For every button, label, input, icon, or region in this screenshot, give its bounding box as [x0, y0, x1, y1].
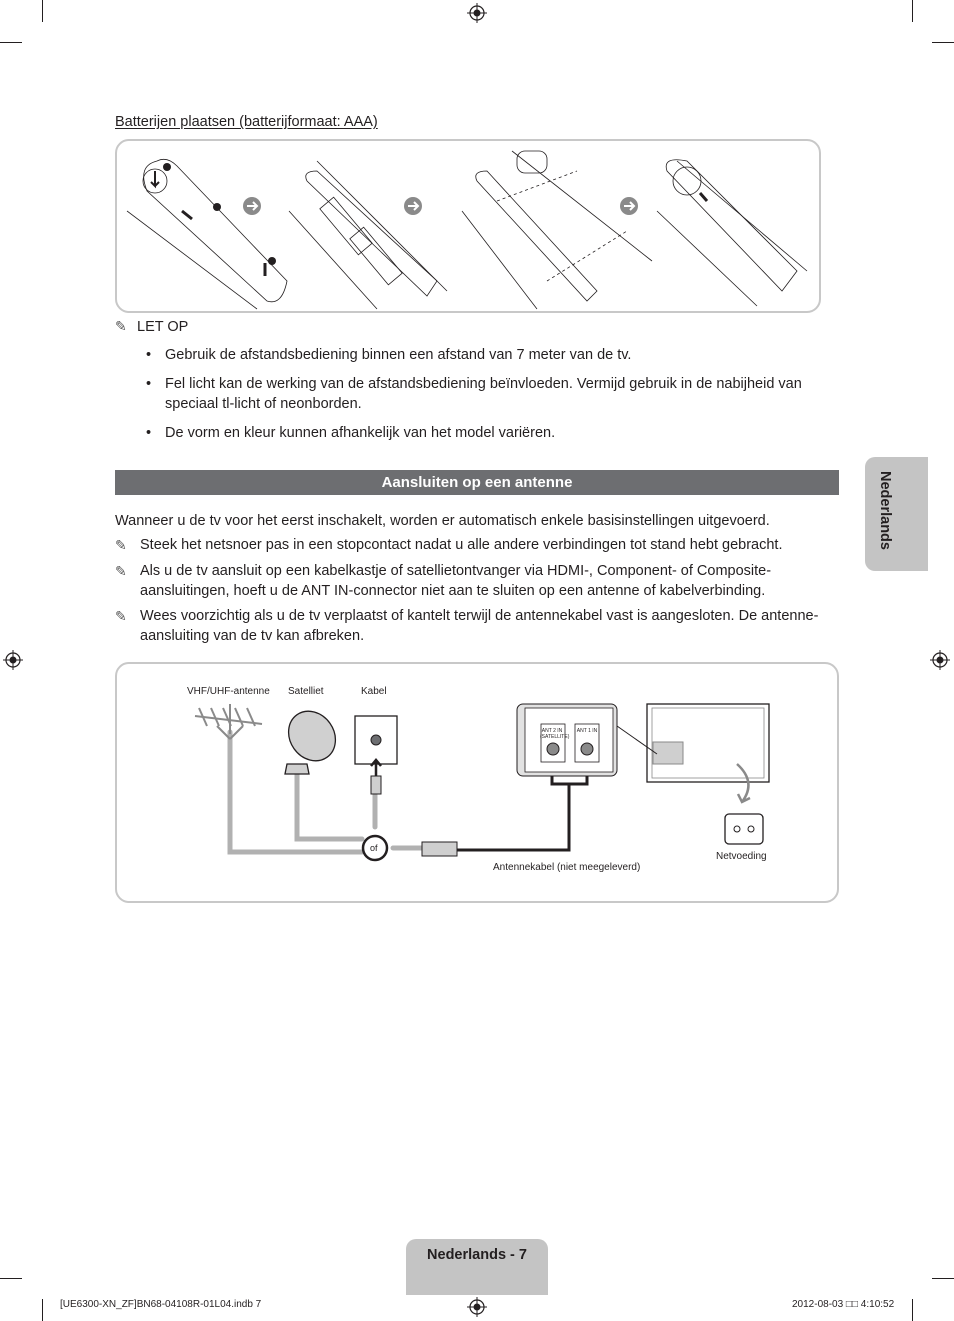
tip-text: Wees voorzichtig als u de tv verplaatst of kantelt terwijl de antennekabel vast is aangesloten. De antenne-aansluiting van de tv kan afbreken.	[140, 608, 819, 644]
crop-mark	[932, 1278, 954, 1279]
note-heading	[115, 316, 188, 337]
battery-heading: Batterijen plaatsen (batterijformaat: AAA)	[115, 114, 378, 130]
intro-paragraph: Wanneer u de tv voor het eerst inschakelt, worden er automatisch enkele basisinstellingen uitgevoerd.	[115, 513, 770, 529]
crop-mark	[932, 42, 954, 43]
registration-mark-icon	[467, 1297, 487, 1317]
pencil-icon: ✎	[115, 563, 127, 579]
list-item: • Gebruik de afstandsbediening binnen een afstand van 7 meter van de tv.	[146, 345, 846, 365]
battery-illustration	[117, 141, 818, 310]
pencil-icon: ✎	[115, 608, 127, 624]
antenna-diagram-panel	[115, 662, 839, 903]
tip-item	[115, 561, 835, 601]
page-number: Nederlands - 7	[427, 1247, 527, 1263]
registration-mark-icon	[930, 650, 950, 670]
satellite-label: Satelliet	[288, 686, 324, 697]
list-item: • De vorm en kleur kunnen afhankelijk van het model variëren.	[146, 423, 846, 443]
pencil-icon: ✎	[115, 318, 127, 334]
crop-mark	[912, 1299, 913, 1321]
registration-mark-icon	[467, 3, 487, 23]
crop-mark	[42, 0, 43, 22]
section-title: Aansluiten op een antenne	[115, 470, 839, 495]
crop-mark	[0, 1278, 22, 1279]
list-item: • Fel licht kan de werking van de afstandsbediening beïnvloeden. Vermijd gebruik in de nabijheid van speciaal tl-licht of neonborden.	[146, 374, 846, 414]
crop-mark	[912, 0, 913, 22]
tip-item	[115, 606, 835, 646]
page-footer-tab	[406, 1239, 548, 1295]
power-label: Netvoeding	[716, 851, 767, 862]
registration-mark-icon	[3, 650, 23, 670]
crop-mark	[42, 1299, 43, 1321]
side-tab-label: Nederlands	[877, 471, 893, 550]
note-label: LET OP	[137, 319, 189, 335]
slug-timestamp: 2012-08-03 □□ 4:10:52	[792, 1299, 895, 1310]
cable-label: Kabel	[361, 686, 387, 697]
antenna-label: VHF/UHF-antenne	[187, 686, 270, 697]
tip-item	[115, 535, 835, 555]
port-ant1-label: ANT 1 IN	[576, 728, 598, 734]
or-label: of	[370, 843, 378, 853]
tip-text: Steek het netsnoer pas in een stopcontact nadat u alle andere verbindingen tot stand hebt gebracht.	[140, 537, 783, 553]
antenna-diagram	[117, 664, 836, 900]
battery-illustration-panel	[115, 139, 821, 313]
slug-filename: [UE6300-XN_ZF]BN68-04108R-01L04.indb 7	[60, 1299, 262, 1310]
tip-text: Als u de tv aansluit op een kabelkastje of satellietontvanger via HDMI-, Component- of Composite-aansluitingen, hoeft u de ANT IN-connector niet aan te sluiten op een antenne of kabelverbinding.	[140, 563, 772, 599]
pencil-icon: ✎	[115, 537, 127, 553]
language-side-tab	[865, 457, 928, 571]
note-list	[146, 345, 846, 452]
antenna-cable-label: Antennekabel (niet meegeleverd)	[493, 862, 641, 873]
crop-mark	[0, 42, 22, 43]
port-ant2-label: ANT 2 IN (SATELLITE)	[540, 728, 570, 740]
